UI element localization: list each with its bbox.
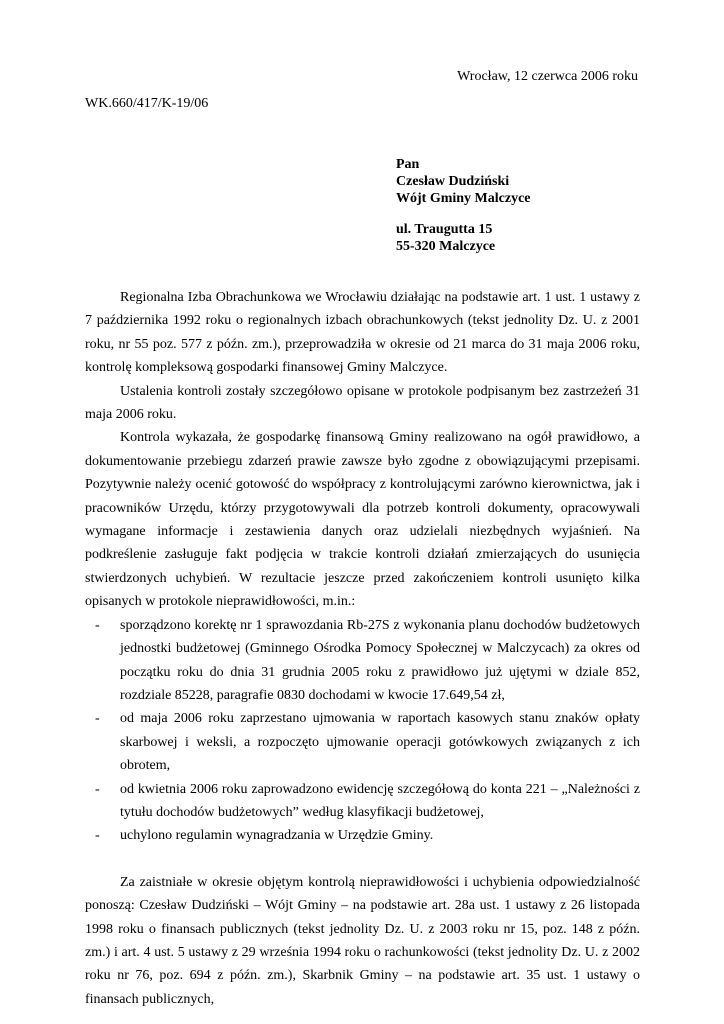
bullet-dash: - [95,711,100,727]
recipient-address [396,156,531,255]
letter-body [85,286,640,1011]
list-item-text: uchylono regulamin wynagradzania w Urzędzie Gminy. [120,828,434,844]
list-item [85,707,640,777]
place-date: Wrocław, 12 czerwca 2006 roku [457,69,638,84]
recipient-salutation: Pan [396,157,420,172]
irregularities-list [85,614,640,848]
list-item [85,614,640,708]
bullet-dash: - [95,617,100,633]
bullet-dash: - [95,828,100,844]
paragraph-3: Kontrola wykazała, że gospodarkę finansową Gminy realizowano na ogół prawidłowo, a dokumentowanie przebiegu zdarzeń prawie zawsze było zgodne z obowiązującymi przepisami. Pozytywnie należy ocenić gotowość do współpracy z kontrolującymi zarówno kierownictwa, jak i pracowników Urzędu, którzy przygotowywali dla potrzeb kontroli dokumenty, opracowywali wymagane informacje i zestawienia danych oraz udzielali niezbędnych wyjaśnień. Na podkreślenie zasługuje fakt podjęcia w trakcie kontroli działań zmierzających do usunięcia stwierdzonych uchybień. W rezultacie jeszcze przed zakończeniem kontroli usunięto kilka opisanych w protokole nieprawidłowości, m.in.: [85,430,640,610]
reference-number: WK.660/417/K-19/06 [85,96,209,111]
list-item-text: od kwietnia 2006 roku zaprowadzono ewidencję szczegółową do konta 221 – „Należności z tytułu dochodów budżetowych” według klasyfikacji budżetowej, [120,781,640,820]
recipient-name: Czesław Dudziński [396,174,510,189]
list-item [85,778,640,825]
paragraph-4: Za zaistniałe w okresie objętym kontrolą nieprawidłowości i uchybienia odpowiedzialność ponoszą: Czesław Dudziński – Wójt Gminy – na podstawie art. 28a ust. 1 ustawy z 26 listopada 1998 roku o finansach publicznych (tekst jednolity Dz. U. z 2003 roku nr 15, poz. 148 z późn. zm.) i art. 4 ust. 5 ustawy z 29 września 1994 roku o rachunkowości (tekst jednolity Dz. U. z 2002 roku nr 76, poz. 694 z późn. zm.), Skarbnik Gminy – na podstawie art. 35 ust. 1 ustawy o finansach publicznych, [85,874,640,1007]
paragraph-2: Ustalenia kontroli zostały szczegółowo opisane w protokole podpisanym bez zastrzeżeń 31 maja 2006 roku. [85,383,640,423]
bullet-dash: - [95,781,100,797]
list-item [85,824,640,847]
recipient-position: Wójt Gminy Malczyce [396,191,531,206]
list-item-text: od maja 2006 roku zaprzestano ujmowania w raportach kasowych stanu znaków opłaty skarbowej i weksli, a rozpoczęto ujmowanie operacji gotówkowych związanych z ich obrotem, [120,711,640,774]
recipient-street: ul. Traugutta 15 [396,222,493,237]
recipient-postal-city: 55-320 Malczyce [396,239,496,254]
paragraph-1: Regionalna Izba Obrachunkowa we Wrocławiu działając na podstawie art. 1 ust. 1 ustawy z 7 października 1992 roku o regionalnych izbach obrachunkowych (tekst jednolity Dz. U. z 2001 roku, nr 55 poz. 577 z późn. zm.), przeprowadziła w okresie od 21 marca do 31 maja 2006 roku, kontrolę kompleksową gospodarki finansowej Gminy Malczyce. [85,290,640,376]
list-item-text: sporządzono korektę nr 1 sprawozdania Rb-27S z wykonania planu dochodów budżetowych jednostki budżetowej (Gminnego Ośrodka Pomocy Społecznej w Malczycach) za okres od początku roku do dnia 31 grudnia 2005 roku z prawidłowo już ujętymi w dziale 852, rozdziale 85228, paragrafie 0830 dochodami w kwocie 17.649,54 zł, [120,617,640,703]
